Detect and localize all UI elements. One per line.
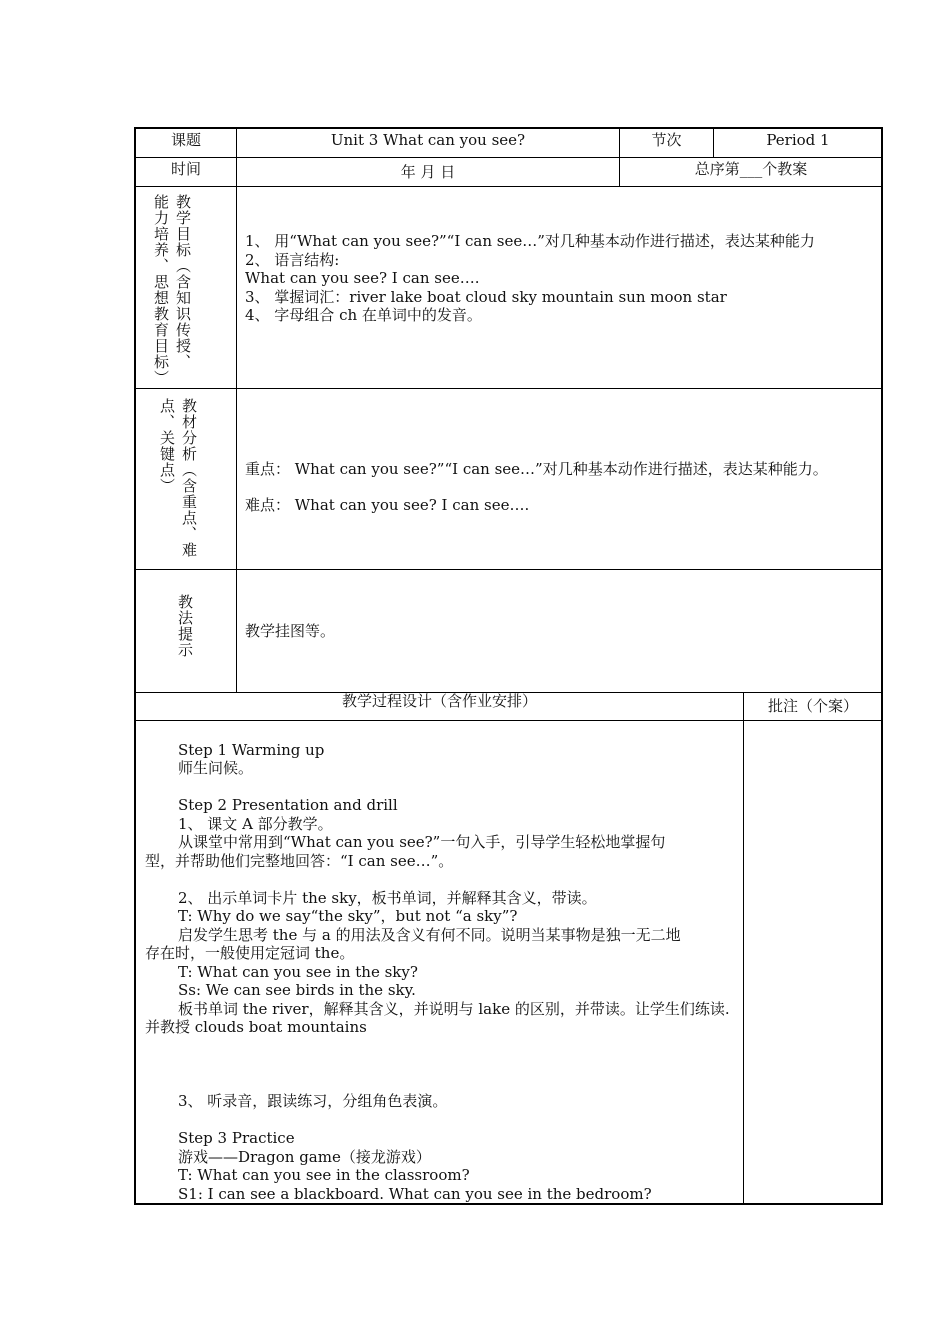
process-line: 并教授 clouds boat mountains xyxy=(145,1018,367,1036)
process-title: 教学过程设计（含作业安排） xyxy=(341,692,537,710)
process-line: 启发学生思考 the 与 a 的用法及含义有何不同。说明当某事物是独一无二地 xyxy=(178,925,681,944)
methods-value: 教学挂图等。 xyxy=(245,622,336,640)
objective-line: 1、 用“What can you see?”“I can see…”对几种基本动作进行描述，表达某种能力 xyxy=(245,232,815,250)
objective-line: What can you see? I can see…. xyxy=(245,269,480,287)
period-label: 节次 xyxy=(651,131,682,149)
process-line: S1: I can see a blackboard. What can you see in the bedroom? xyxy=(178,1184,652,1203)
methods-label: 教法提示 xyxy=(176,594,194,658)
process-line: 从课堂中常用到“What can you see?”一句入手，引导学生轻松地掌握句 xyxy=(178,833,666,851)
process-line xyxy=(145,722,735,741)
process-line: 游戏——Dragon game（接龙游戏） xyxy=(178,1147,431,1166)
row-divider xyxy=(135,569,882,570)
column-divider xyxy=(236,128,237,692)
row-divider xyxy=(135,157,882,158)
process-line xyxy=(145,1074,735,1093)
date-value: 年 月 日 xyxy=(400,163,456,181)
topic-label: 课题 xyxy=(170,131,201,149)
process-line: Step 3 Practice xyxy=(178,1129,295,1147)
process-line xyxy=(145,1055,735,1074)
process-line: 1、 课文 A 部分教学。 xyxy=(178,814,333,833)
process-line xyxy=(145,870,735,889)
key-point-line: 重点： What can you see?”“I can see…”对几种基本动作进行描述，表达某种能力。 xyxy=(245,460,828,478)
process-line: Ss: We can see birds in the sky. xyxy=(178,981,416,999)
objective-line: 4、 字母组合 ch 在单词中的发音。 xyxy=(245,306,482,324)
analysis-content xyxy=(245,451,865,523)
time-label: 时间 xyxy=(170,160,201,178)
process-line xyxy=(145,778,735,797)
process-line xyxy=(145,1111,735,1130)
process-line: Step 1 Warming up xyxy=(178,740,325,759)
process-line: 师生问候。 xyxy=(178,759,254,777)
row-divider xyxy=(135,388,882,389)
row-divider xyxy=(135,186,882,187)
process-line: T: Why do we say“the sky”，but not “a sky”? xyxy=(178,907,518,925)
difficult-point-line: 难点： What can you see? I can see…. xyxy=(245,496,530,514)
topic-value: Unit 3 What can you see? xyxy=(330,131,526,149)
process-line: 存在时，一般使用定冠词 the。 xyxy=(145,944,355,962)
process-line: 板书单词 the river，解释其含义，并说明与 lake 的区别，并带读。让学生们练读. xyxy=(178,999,730,1018)
objective-line: 3、 掌握词汇：river lake boat cloud sky mountain sun moon star xyxy=(245,287,727,306)
process-line: T: What can you see in the classroom? xyxy=(178,1166,470,1184)
column-divider xyxy=(743,692,744,1204)
sequence-value: 总序第___个教案 xyxy=(694,160,808,178)
objectives-content xyxy=(245,232,865,325)
process-line: 型，并帮助他们完整地回答：“I can see…”。 xyxy=(145,851,454,870)
process-line: T: What can you see in the sky? xyxy=(178,962,418,981)
objectives-label: 教学目标（含知识传授、能力培养、思想教育目标） xyxy=(152,194,192,386)
notes-label: 批注（个案） xyxy=(767,697,858,715)
process-content xyxy=(145,722,735,1203)
period-value: Period 1 xyxy=(766,131,830,149)
analysis-label: 教材分析（含重点、难点、关键点） xyxy=(158,398,198,558)
objective-line: 2、 语言结构: xyxy=(245,250,340,269)
process-line xyxy=(145,1037,735,1056)
process-line: 2、 出示单词卡片 the sky，板书单词，并解释其含义，带读。 xyxy=(178,888,597,907)
process-line: Step 2 Presentation and drill xyxy=(178,796,398,814)
row-divider xyxy=(135,720,882,721)
process-line: 3、 听录音，跟读练习，分组角色表演。 xyxy=(178,1092,448,1110)
